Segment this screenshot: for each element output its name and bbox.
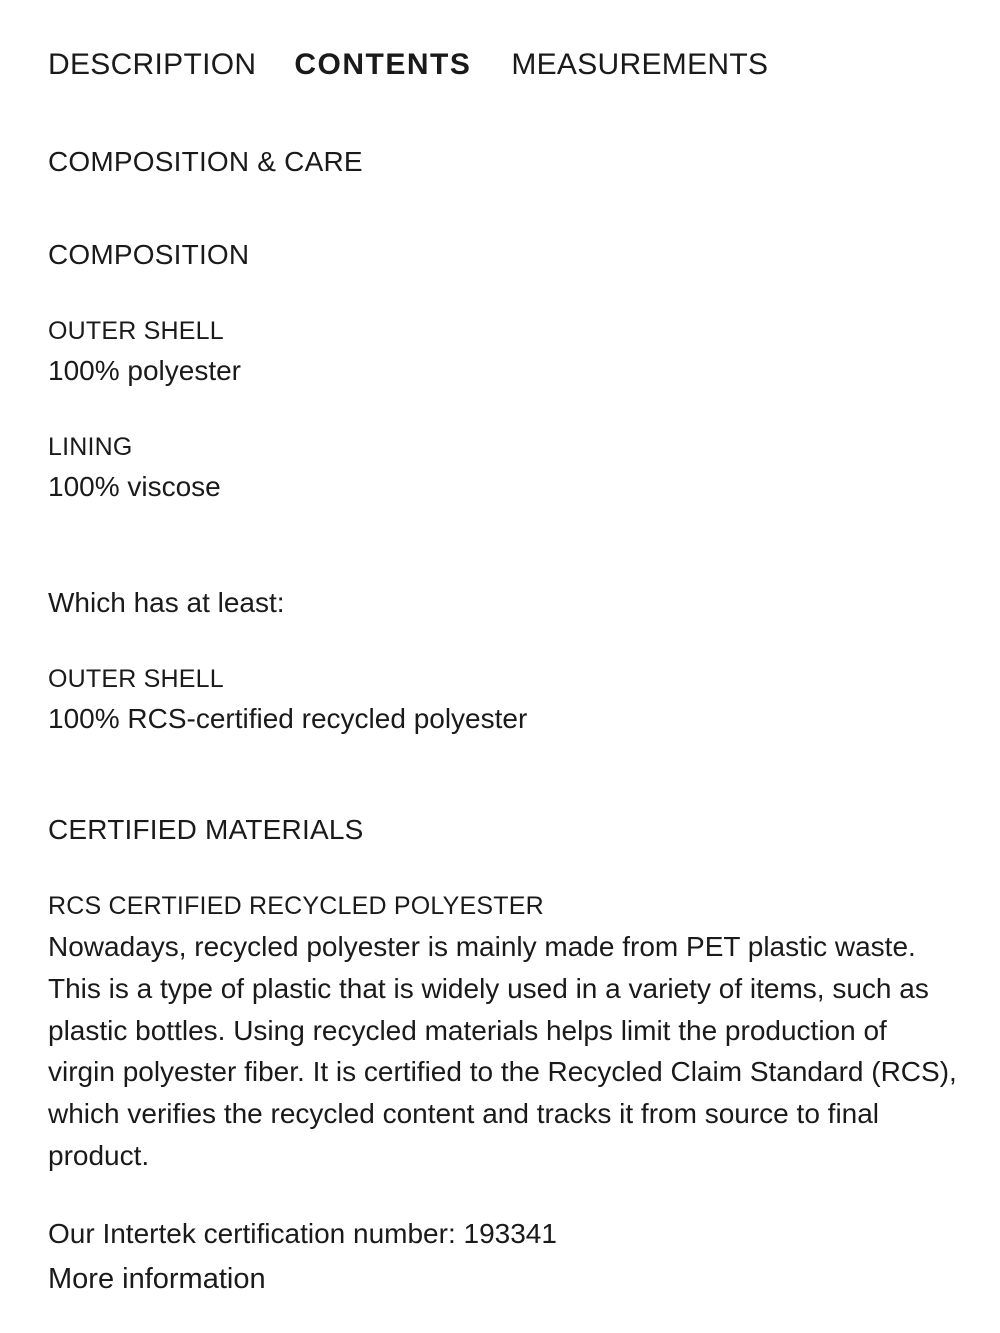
recycled-outer-shell-label: OUTER SHELL: [48, 665, 224, 693]
recycled-outer-shell-value: 100% RCS-certified recycled polyester: [48, 703, 528, 734]
outer-shell-value: 100% polyester: [48, 355, 242, 386]
more-information-link[interactable]: More information: [48, 1263, 266, 1295]
certified-materials-heading: CERTIFIED MATERIALS: [48, 814, 364, 845]
tab-contents[interactable]: CONTENTS: [294, 48, 472, 81]
composition-heading: COMPOSITION: [48, 239, 250, 270]
composition-care-heading: COMPOSITION & CARE: [48, 146, 363, 177]
at-least-intro: Which has at least:: [48, 587, 285, 618]
lining-label: LINING: [48, 433, 133, 461]
lining-value: 100% viscose: [48, 471, 221, 502]
product-info-tabs: [48, 44, 768, 86]
tab-description[interactable]: DESCRIPTION: [48, 48, 257, 81]
outer-shell-label: OUTER SHELL: [48, 317, 224, 345]
rcs-material-heading: RCS CERTIFIED RECYCLED POLYESTER: [48, 892, 544, 920]
rcs-material-description: Nowadays, recycled polyester is mainly made from PET plastic waste. This is a type of plastic that is widely used in a variety of items, such as plastic bottles. Using recycled materials helps limit the production of virgin polyester fiber. It is certified to the Recycled Claim Standard (RCS), which verifies the recycled content and tracks it from source to final product.: [48, 931, 957, 1171]
tab-measurements[interactable]: MEASUREMENTS: [511, 48, 769, 81]
certification-number: Our Intertek certification number: 193341: [48, 1218, 557, 1249]
